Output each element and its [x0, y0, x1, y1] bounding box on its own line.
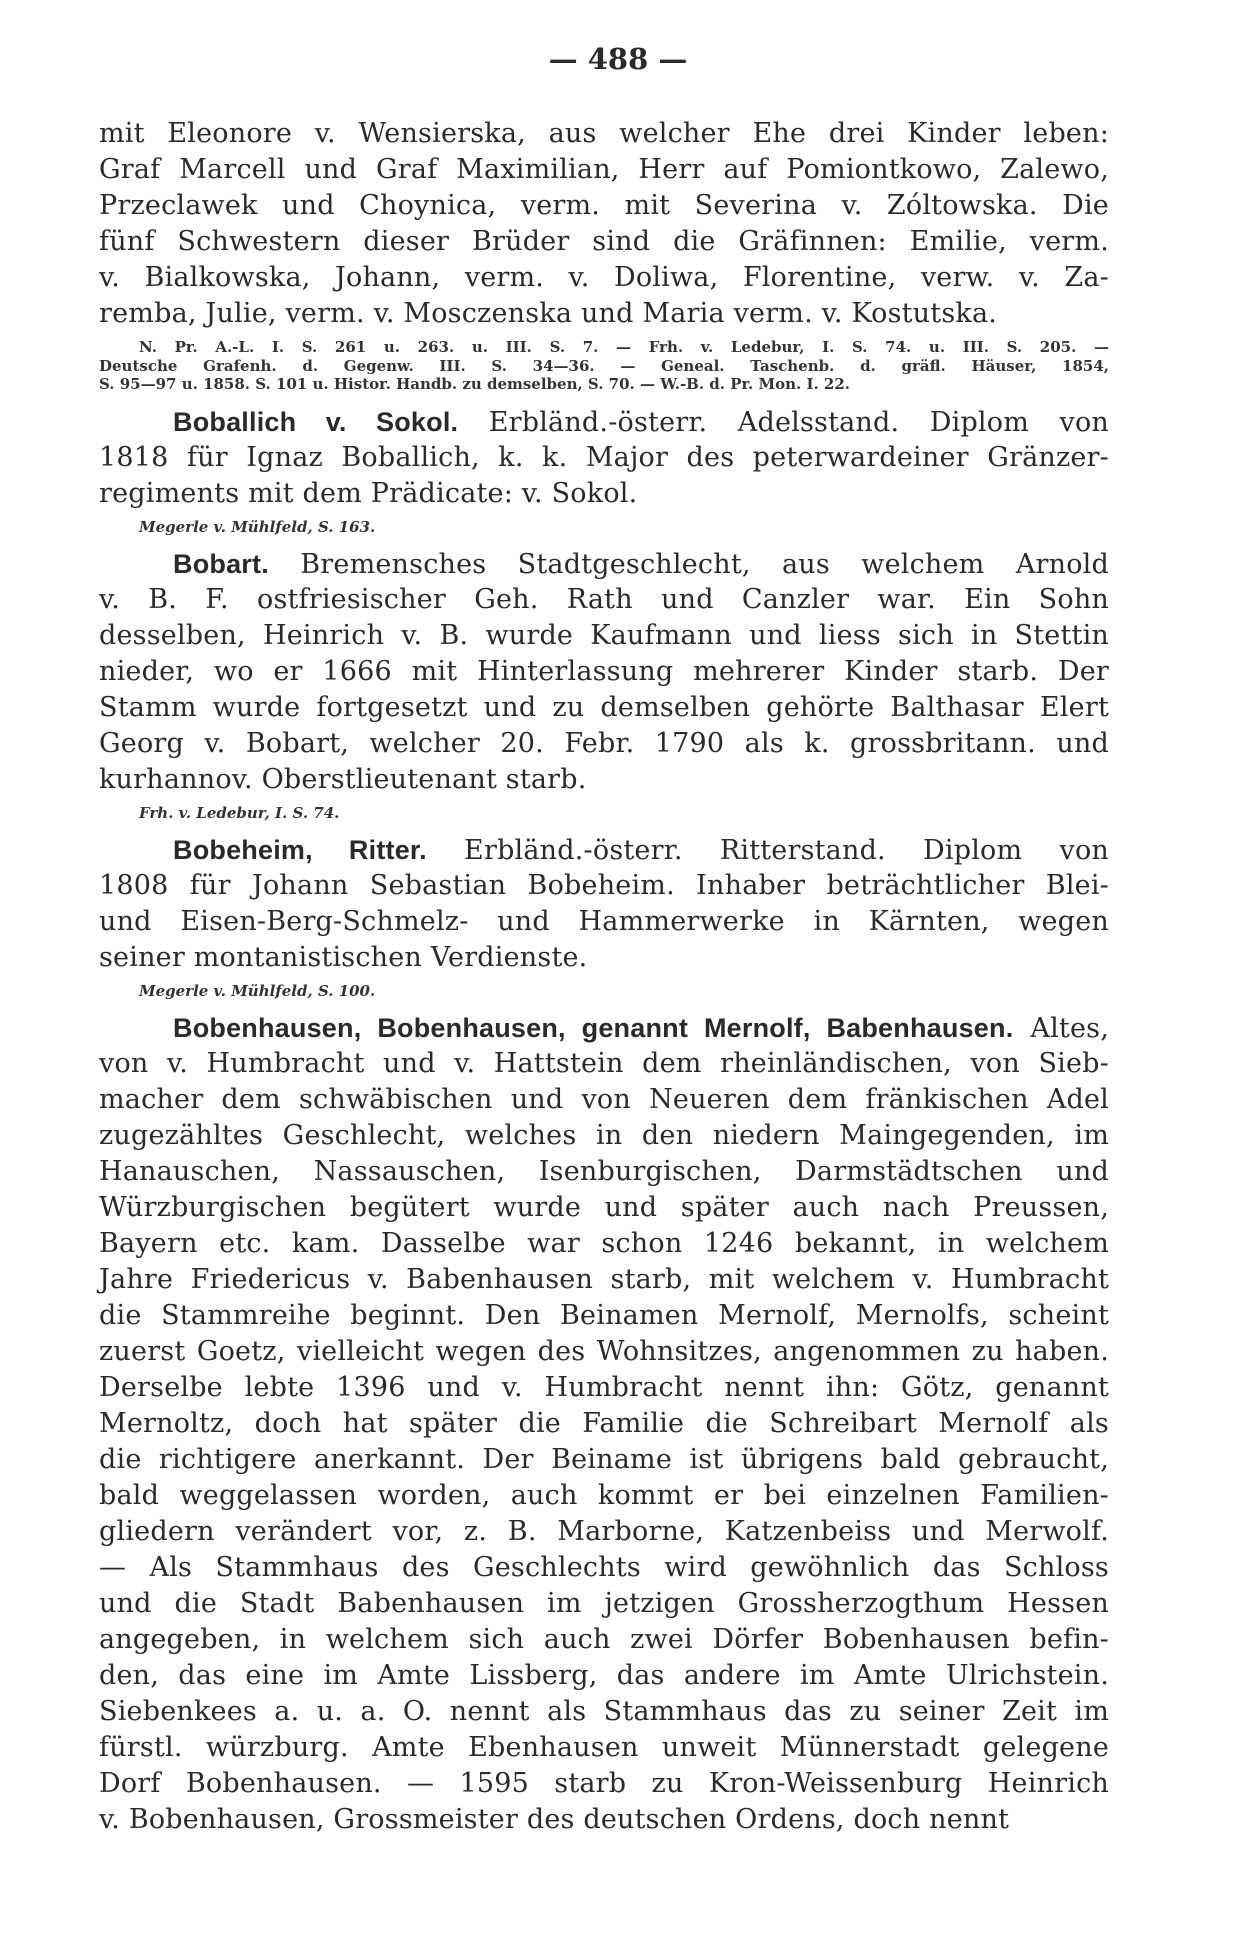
text-line: Mernoltz, doch hat später die Familie die Schreibart Mernolf als: [99, 1407, 1109, 1439]
text-line: zugezähltes Geschlecht, welches in den niedern Maingegenden, im: [99, 1119, 1109, 1151]
text-line: die Stammreihe beginnt. Den Beinamen Mernolf, Mernolfs, scheint: [99, 1299, 1109, 1331]
citation-line: S. 95—97 u. 1858. S. 101 u. Histor. Handb. zu demselben, S. 70. — W.-B. d. Pr. Mon. I. 22.: [99, 375, 850, 393]
text-line: [99, 404, 1109, 440]
text-line: und die Stadt Babenhausen im jetzigen Grossherzogthum Hessen: [99, 1587, 1109, 1619]
citation: Frh. v. Ledebur, I. S. 74.: [139, 803, 340, 822]
page-number: — 488 —: [548, 42, 688, 76]
paragraph: [99, 116, 1109, 332]
text-line: nieder, wo er 1666 mit Hinterlassung mehrerer Kinder starb. Der: [99, 655, 1109, 687]
text-line: den, das eine im Amte Lissberg, das andere im Amte Ulrichstein.: [99, 1659, 1109, 1691]
text-line: regiments mit dem Prädicate: v. Sokol.: [99, 477, 638, 509]
text-line: macher dem schwäbischen und von Neueren dem fränkischen Adel: [99, 1083, 1109, 1115]
text-line: fürstl. würzburg. Amte Ebenhausen unweit Münnerstadt gelegene: [99, 1731, 1109, 1763]
text-line: [99, 546, 1109, 582]
entry-heading: Boballich v. Sokol.: [173, 406, 459, 437]
citation-line: N. Pr. A.-L. I. S. 261 u. 263. u. III. S. 7. — Frh. v. Ledebur, I. S. 74. u. III. S. 205. —: [139, 338, 1109, 356]
entry: [99, 404, 1109, 512]
text-line: remba, Julie, verm. v. Mosczenska und Maria verm. v. Kostutska.: [99, 298, 998, 329]
text-line: Jahre Friedericus v. Babenhausen starb, mit welchem v. Humbracht: [99, 1263, 1109, 1295]
text-line: und Eisen-Berg-Schmelz- und Hammerwerke in Kärnten, wegen: [99, 905, 1109, 937]
text-line: [99, 1010, 1109, 1046]
text-line: v. B. F. ostfriesischer Geh. Rath und Canzler war. Ein Sohn: [99, 583, 1109, 615]
entry-heading: Bobenhausen, Bobenhausen, genannt Mernolf, Babenhausen.: [173, 1012, 1014, 1043]
text-line: kurhannov. Oberstlieutenant starb.: [99, 763, 587, 795]
text-line: v. Bialkowska, Johann, verm. v. Doliwa, Florentine, verw. v. Za-: [99, 262, 1109, 293]
citation: Megerle v. Mühlfeld, S. 100.: [139, 981, 376, 1000]
text-line: die richtigere anerkannt. Der Beiname ist übrigens bald gebraucht,: [99, 1443, 1109, 1475]
entry: [99, 546, 1109, 798]
page-body: [99, 112, 1109, 1838]
text-line: Bayern etc. kam. Dasselbe war schon 1246 bekannt, in welchem: [99, 1227, 1109, 1259]
text-line: bald weggelassen worden, auch kommt er bei einzelnen Familien-: [99, 1479, 1109, 1511]
entry-heading: Bobart.: [173, 548, 269, 579]
text-line: 1818 für Ignaz Boballich, k. k. Major des peterwardeiner Gränzer-: [99, 441, 1109, 473]
text-line: 1808 für Johann Sebastian Bobeheim. Inhaber beträchtlicher Blei-: [99, 869, 1109, 901]
entry-text: Bremensches Stadtgeschlecht, aus welchem Arnold: [268, 548, 1109, 580]
text-line: mit Eleonore v. Wensierska, aus welcher Ehe drei Kinder leben:: [99, 118, 1109, 149]
citation: [99, 338, 1109, 394]
text-line: Würzburgischen begütert wurde und später auch nach Preussen,: [99, 1191, 1109, 1223]
citation-line: Deutsche Grafenh. d. Gegenw. III. S. 34—36. — Geneal. Taschenb. d. gräfl. Häuser, 1854,: [99, 356, 1109, 375]
text-line: zuerst Goetz, vielleicht wegen des Wohnsitzes, angenommen zu haben.: [99, 1335, 1109, 1367]
text-line: Hanauschen, Nassauschen, Isenburgischen, Darmstädtschen und: [99, 1155, 1109, 1187]
entry: [99, 832, 1109, 976]
text-line: [99, 832, 1109, 868]
text-line: desselben, Heinrich v. B. wurde Kaufmann und liess sich in Stettin: [99, 619, 1109, 651]
text-line: — Als Stammhaus des Geschlechts wird gewöhnlich das Schloss: [99, 1551, 1109, 1583]
entry-text: Erbländ.-österr. Adelsstand. Diplom von: [458, 406, 1109, 438]
text-line: Dorf Bobenhausen. — 1595 starb zu Kron-Weissenburg Heinrich: [99, 1767, 1109, 1799]
entry: [99, 1010, 1109, 1838]
text-line: Derselbe lebte 1396 und v. Humbracht nennt ihn: Götz, genannt: [99, 1371, 1109, 1403]
text-line: Stamm wurde fortgesetzt und zu demselben gehörte Balthasar Elert: [99, 691, 1109, 723]
entry-text: Altes,: [1013, 1012, 1109, 1044]
text-line: gliedern verändert vor, z. B. Marborne, Katzenbeiss und Merwolf.: [99, 1515, 1109, 1547]
text-line: v. Bobenhausen, Grossmeister des deutschen Ordens, doch nennt: [99, 1803, 1010, 1835]
citation: Megerle v. Mühlfeld, S. 163.: [139, 517, 376, 536]
text-line: Graf Marcell und Graf Maximilian, Herr auf Pomiontkowo, Zalewo,: [99, 154, 1109, 185]
text-line: seiner montanistischen Verdienste.: [99, 941, 588, 973]
text-line: Siebenkees a. u. a. O. nennt als Stammhaus das zu seiner Zeit im: [99, 1695, 1109, 1727]
text-line: Georg v. Bobart, welcher 20. Febr. 1790 als k. grossbritann. und: [99, 727, 1109, 759]
text-line: angegeben, in welchem sich auch zwei Dörfer Bobenhausen befin-: [99, 1623, 1109, 1655]
entry-text: Erbländ.-österr. Ritterstand. Diplom von: [426, 834, 1109, 866]
text-line: Przeclawek und Choynica, verm. mit Severina v. Zóltowska. Die: [99, 190, 1109, 221]
text-line: von v. Humbracht und v. Hattstein dem rheinländischen, von Sieb-: [99, 1047, 1109, 1079]
text-line: fünf Schwestern dieser Brüder sind die Gräfinnen: Emilie, verm.: [99, 226, 1109, 257]
entry-heading: Bobeheim, Ritter.: [173, 834, 427, 865]
